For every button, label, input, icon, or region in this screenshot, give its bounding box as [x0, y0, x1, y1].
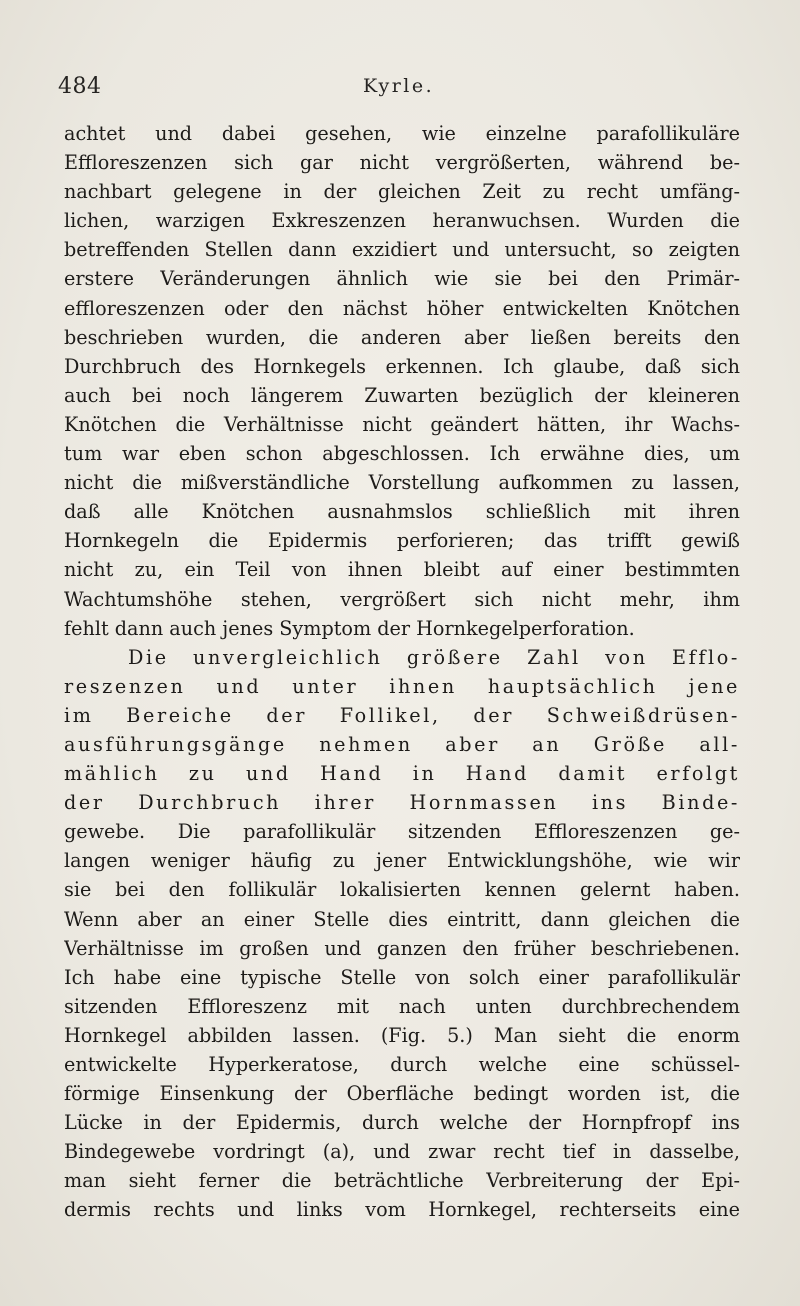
text-line: Lücke in der Epidermis, durch welche der Hornpfropf ins: [64, 1111, 740, 1135]
body-text: [64, 119, 740, 1225]
text-line: förmige Einsenkung der Oberfläche bedingt worden ist, die: [64, 1082, 740, 1106]
text-line: achtet und dabei gesehen, wie einzelne parafollikuläre: [64, 122, 740, 145]
text-line: im Bereiche der Follikel, der Schweißdrüsen-: [64, 703, 740, 727]
page-header: [58, 74, 740, 104]
text-line: Verhältnisse im großen und ganzen den früher beschriebenen.: [64, 936, 740, 960]
text-line: reszenzen und unter ihnen hauptsächlich jene: [64, 674, 740, 698]
text-line: Die unvergleichlich größere Zahl von Efflo-: [128, 645, 740, 669]
text-line: lichen, warzigen Exkreszenzen heranwuchsen. Wurden die: [64, 209, 740, 233]
text-line: beschrieben wurden, die anderen aber ließen bereits den: [64, 325, 740, 349]
text-line: tum war eben schon abgeschlossen. Ich erwähne dies, um: [64, 442, 740, 466]
text-line: sitzenden Effloreszenz mit nach unten durchbrechendem: [64, 994, 740, 1018]
text-line: Knötchen die Verhältnisse nicht geändert hätten, ihr Wachs-: [64, 412, 740, 436]
running-head: Kyrle.: [363, 75, 435, 97]
text-line: ausführungsgänge nehmen aber an Größe all-: [64, 732, 740, 756]
text-line: Bindegewebe vordringt (a), und zwar recht tief in dasselbe,: [64, 1140, 740, 1164]
text-line: dermis rechts und links vom Hornkegel, rechterseits eine: [64, 1198, 740, 1222]
text-line: man sieht ferner die beträchtliche Verbreiterung der Epi-: [64, 1169, 740, 1193]
text-line: nicht zu, ein Teil von ihnen bleibt auf einer bestimmten: [64, 558, 740, 582]
text-line: daß alle Knötchen ausnahmslos schließlich mit ihren: [64, 500, 740, 524]
text-line: Wachtumshöhe stehen, vergrößert sich nicht mehr, ihm: [64, 587, 740, 611]
text-line: Effloreszenzen sich gar nicht vergrößerten, während be-: [64, 151, 740, 175]
text-line: mählich zu und Hand in Hand damit erfolgt: [64, 762, 740, 786]
text-line: auch bei noch längerem Zuwarten bezüglich der kleineren: [64, 383, 740, 407]
text-line: langen weniger häufig zu jener Entwicklungshöhe, wie wir: [64, 849, 740, 873]
text-line: gewebe. Die parafollikulär sitzenden Effloreszenzen ge-: [64, 820, 740, 844]
text-line: erstere Veränderungen ähnlich wie sie bei den Primär-: [64, 267, 740, 291]
text-line: nachbart gelegene in der gleichen Zeit zu recht umfäng-: [64, 180, 740, 204]
text-line: entwickelte Hyperkeratose, durch welche eine schüssel-: [64, 1053, 740, 1076]
text-line: nicht die mißverständliche Vorstellung aufkommen zu lassen,: [64, 471, 740, 495]
text-line: sie bei den follikulär lokalisierten kennen gelernt haben.: [64, 878, 740, 902]
page-number: 484: [58, 74, 102, 99]
text-line: Hornkegeln die Epidermis perforieren; das trifft gewiß: [64, 529, 740, 553]
text-line: effloreszenzen oder den nächst höher entwickelten Knötchen: [64, 296, 740, 320]
text-line: Durchbruch des Hornkegels erkennen. Ich glaube, daß sich: [64, 354, 740, 378]
text-line: fehlt dann auch jenes Symptom der Hornkegelperforation.: [64, 616, 635, 640]
text-line: Wenn aber an einer Stelle dies eintritt, dann gleichen die: [64, 907, 740, 931]
text-line: Hornkegel abbilden lassen. (Fig. 5.) Man sieht die enorm: [64, 1023, 740, 1047]
text-line: Ich habe eine typische Stelle von solch einer parafollikulär: [64, 965, 740, 989]
text-line: der Durchbruch ihrer Hornmassen ins Binde-: [64, 791, 740, 815]
text-line: betreffenden Stellen dann exzidiert und untersucht, so zeigten: [64, 238, 740, 262]
